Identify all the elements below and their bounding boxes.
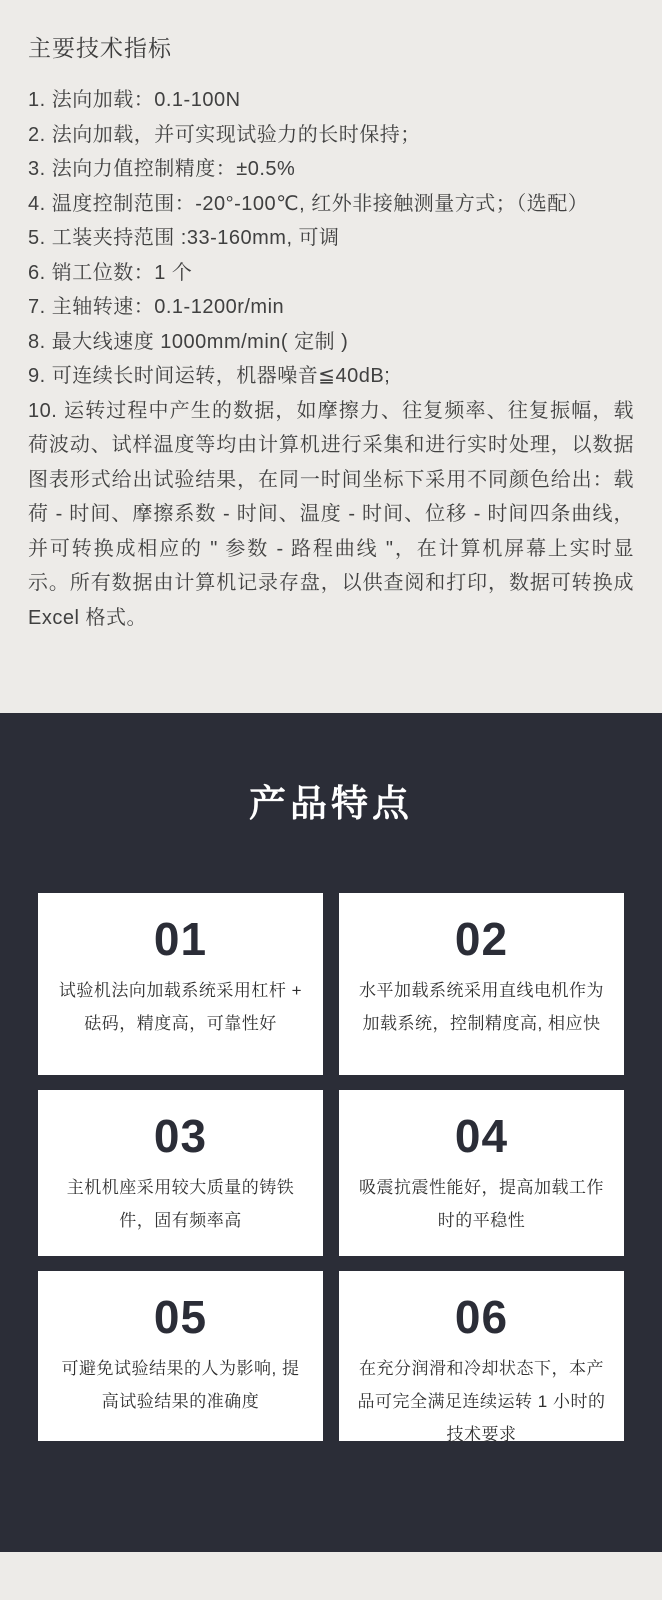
feature-number: 01: [153, 913, 208, 965]
feature-text: 在充分润滑和冷却状态下，本产品可完全满足连续运转 1 小时的技术要求: [357, 1358, 606, 1445]
feature-card-06: [339, 1271, 624, 1445]
spec-item-6: 6. 销工位数：1 个: [28, 261, 193, 284]
spec-item-8: 8. 最大线速度 1000mm/min( 定制 ): [28, 330, 349, 353]
feature-text: 主机机座采用较大质量的铸铁件，固有频率高: [66, 1177, 295, 1231]
features-title: 产品特点: [249, 783, 413, 824]
feature-text: 试验机法向加载系统采用杠杆 + 砝码，精度高，可靠性好: [58, 980, 303, 1034]
spec-item-7: 7. 主轴转速：0.1-1200r/min: [28, 296, 285, 318]
feature-number: 03: [153, 1110, 208, 1162]
feature-text: 水平加载系统采用直线电机作为加载系统，控制精度高, 相应快: [359, 980, 604, 1034]
feature-number: 05: [153, 1291, 208, 1343]
bottom-strip: [0, 1552, 662, 1600]
feature-card-02: [339, 893, 624, 1075]
feature-text: 可避免试验结果的人为影响, 提高试验结果的准确度: [61, 1358, 300, 1412]
spec-item-2: 2. 法向加载，并可实现试验力的长时保持；: [28, 123, 421, 146]
feature-number: 02: [454, 913, 509, 965]
spec-item-10: 10. 运转过程中产生的数据，如摩擦力、往复频率、往复振幅，载荷波动、试样温度等均由计算机进行采集和进行实时处理，以数据图表形式给出试验结果，在同一时间坐标下采用不同颜色给出：载荷 - 时间、摩擦系数 - 时间、温度 - 时间、位移 - 时间四条曲线，并可转换成相应的 " 参数 - 路程曲线 "，在计算机屏幕上实时显示。所有数据由计算机记录存盘，以供查阅和打印，数据可转换成 Excel 格式。: [28, 399, 634, 629]
spec-item-4: 4. 温度控制范围：-20°-100℃, 红外非接触测量方式；（选配）: [28, 192, 589, 215]
feature-card-05: [38, 1271, 323, 1441]
specs-section: [0, 0, 662, 713]
features-section: [0, 713, 662, 1552]
spec-item-9: 9. 可连续长时间运转，机器噪音≦40dB;: [28, 365, 391, 387]
feature-card-01: [38, 893, 323, 1075]
specs-title: 主要技术指标: [28, 35, 172, 61]
feature-card-04: [339, 1090, 624, 1256]
features-grid: [0, 893, 662, 1445]
spec-item-3: 3. 法向力值控制精度：±0.5%: [28, 158, 296, 180]
feature-number: 06: [454, 1291, 509, 1343]
spec-item-1: 1. 法向加载：0.1-100N: [28, 89, 241, 111]
spec-item-5: 5. 工装夹持范围 :33-160mm, 可调: [28, 227, 340, 249]
feature-text: 吸震抗震性能好，提高加载工作时的平稳性: [359, 1177, 604, 1231]
feature-number: 04: [454, 1110, 509, 1162]
feature-card-03: [38, 1090, 323, 1256]
